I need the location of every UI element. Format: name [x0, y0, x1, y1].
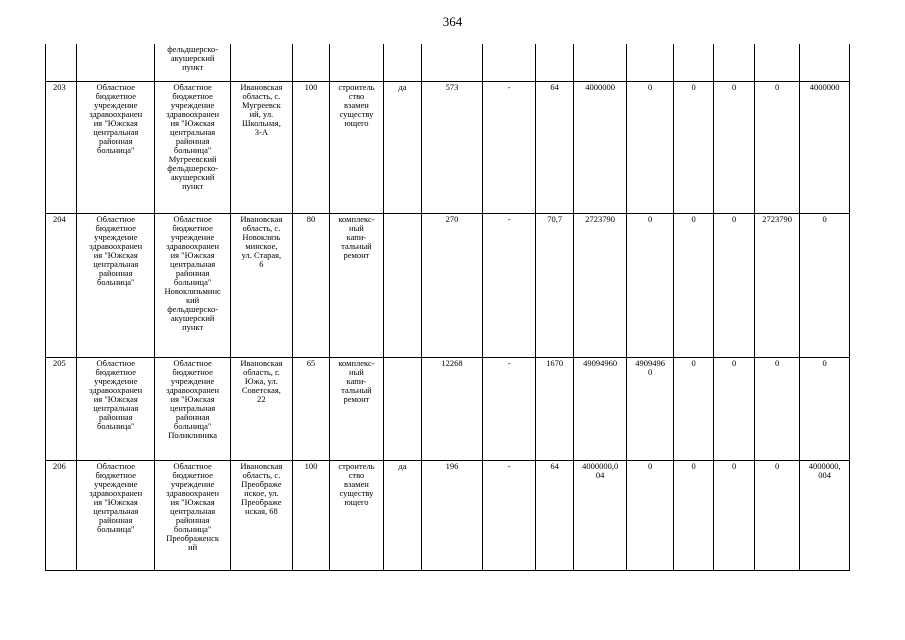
cell-c13: 0: [714, 213, 754, 357]
cell-object: фельдшерско- акушерский пункт: [155, 44, 231, 81]
cell-c10: 4000000: [573, 81, 627, 213]
cell-c8: -: [482, 460, 536, 570]
cell-object: Областное бюджетное учреждение здравоохранен ия "Южская центральная районная больница" Мугреевский фельдшерско- акушерский пункт: [155, 81, 231, 213]
cell-c6: да: [383, 460, 421, 570]
cell-c8: -: [482, 81, 536, 213]
cell-c9: 64: [536, 81, 573, 213]
cell-c15: 4000000: [800, 81, 850, 213]
cell-num: 203: [46, 81, 77, 213]
cell-c6: [383, 213, 421, 357]
cell-c13: 0: [714, 460, 754, 570]
cell-c6: да: [383, 81, 421, 213]
cell-c11: 0: [627, 460, 674, 570]
table-row: [46, 460, 850, 570]
cell-work: строитель ство взамен существу ющего: [330, 81, 384, 213]
cell-c12: 0: [673, 81, 713, 213]
cell-c9: 64: [536, 460, 573, 570]
cell-c4: 65: [292, 357, 329, 460]
cell-c7: 573: [422, 81, 483, 213]
cell-c9: 70,7: [536, 213, 573, 357]
cell-c14: 0: [754, 81, 800, 213]
cell-c10: 4000000,0 04: [573, 460, 627, 570]
cell-c10: 2723790: [573, 213, 627, 357]
cell-c15: 0: [800, 357, 850, 460]
data-table: [45, 44, 850, 571]
cell-num: 204: [46, 213, 77, 357]
cell-c15: 4000000, 004: [800, 460, 850, 570]
cell-c10: 49094960: [573, 357, 627, 460]
cell-object: Областное бюджетное учреждение здравоохранен ия "Южская центральная районная больница" Преображенск ий: [155, 460, 231, 570]
cell-c8: -: [482, 357, 536, 460]
cell-object: Областное бюджетное учреждение здравоохранен ия "Южская центральная районная больница" Новоклязьминс кий фельдшерско- акушерский пункт: [155, 213, 231, 357]
cell-num: 206: [46, 460, 77, 570]
cell-work: комплекс- ный капи- тальный ремонт: [330, 213, 384, 357]
cell-institution: Областное бюджетное учреждение здравоохранен ия "Южская центральная районная больница": [77, 81, 155, 213]
cell-c7: 270: [422, 213, 483, 357]
table-row: [46, 357, 850, 460]
cell-c4: 100: [292, 460, 329, 570]
cell-c12: 0: [673, 357, 713, 460]
cell-c11: 0: [627, 81, 674, 213]
cell-c7: 12268: [422, 357, 483, 460]
table-row-continuation: [46, 44, 850, 81]
cell-c8: -: [482, 213, 536, 357]
cell-c12: 0: [673, 213, 713, 357]
cell-address: Ивановская область, г. Южа, ул. Советская, 22: [231, 357, 293, 460]
cell-c11: 4909496 0: [627, 357, 674, 460]
cell-c11: 0: [627, 213, 674, 357]
cell-institution: Областное бюджетное учреждение здравоохранен ия "Южская центральная районная больница": [77, 213, 155, 357]
cell-work: комплекс- ный капи- тальный ремонт: [330, 357, 384, 460]
cell-c15: 0: [800, 213, 850, 357]
cell-object: Областное бюджетное учреждение здравоохранен ия "Южская центральная районная больница" Поликлиника: [155, 357, 231, 460]
cell-c13: 0: [714, 357, 754, 460]
cell-address: Ивановская область, с. Мугреевск ий, ул. Школьная, 3-А: [231, 81, 293, 213]
cell-c4: 80: [292, 213, 329, 357]
cell-institution: Областное бюджетное учреждение здравоохранен ия "Южская центральная районная больница": [77, 460, 155, 570]
cell-c14: 0: [754, 357, 800, 460]
cell-c4: 100: [292, 81, 329, 213]
cell-c6: [383, 357, 421, 460]
cell-c14: 2723790: [754, 213, 800, 357]
cell-c14: 0: [754, 460, 800, 570]
cell-address: Ивановская область, с. Преображе нское, ул. Преображе нская, 68: [231, 460, 293, 570]
cell-institution: Областное бюджетное учреждение здравоохранен ия "Южская центральная районная больница": [77, 357, 155, 460]
cell-c7: 196: [422, 460, 483, 570]
table-row: [46, 81, 850, 213]
cell-address: Ивановская область, с. Новоклязь минское, ул. Старая, 6: [231, 213, 293, 357]
cell-c13: 0: [714, 81, 754, 213]
cell-c9: 1670: [536, 357, 573, 460]
table-row: [46, 213, 850, 357]
cell-c12: 0: [673, 460, 713, 570]
cell-work: строитель ство взамен существу ющего: [330, 460, 384, 570]
cell-num: 205: [46, 357, 77, 460]
page-number: 364: [442, 14, 463, 29]
